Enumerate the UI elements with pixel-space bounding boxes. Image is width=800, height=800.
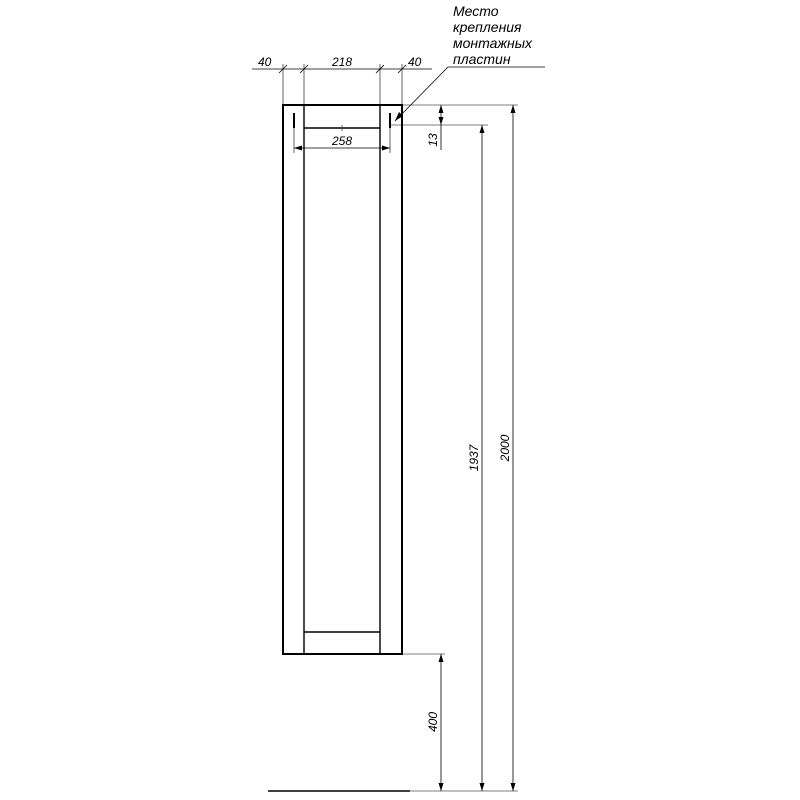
floor-clearance-label: 400 bbox=[426, 711, 440, 733]
top-offset-arrow-lower bbox=[439, 117, 444, 125]
total-height-arrow-top bbox=[511, 105, 516, 113]
mounting-span-label: 258 bbox=[331, 134, 353, 148]
total-height-label: 2000 bbox=[498, 434, 512, 462]
note-line-4: пластин bbox=[453, 51, 511, 67]
total-height-arrow-bottom bbox=[511, 783, 516, 791]
top-width-dimension bbox=[252, 55, 432, 105]
mounting-height-arrow-top bbox=[480, 125, 485, 133]
mounting-height-label: 1937 bbox=[467, 444, 481, 472]
cabinet-outline bbox=[283, 105, 402, 654]
note-line-1: Место bbox=[453, 3, 499, 19]
note-line-2: крепления bbox=[453, 19, 522, 35]
top-offset-arrow-upper bbox=[439, 105, 444, 113]
floor-clearance-arrow-bottom bbox=[439, 783, 444, 791]
vertical-dimensions bbox=[268, 105, 518, 791]
top-offset-label: 13 bbox=[426, 133, 440, 147]
mounting-arrow-left bbox=[294, 146, 302, 151]
note-line-3: монтажных bbox=[453, 35, 533, 51]
floor-clearance-arrow-top bbox=[439, 654, 444, 662]
left-frame-label: 40 bbox=[258, 55, 272, 69]
mounting-height-arrow-bottom bbox=[480, 783, 485, 791]
right-frame-label: 40 bbox=[408, 55, 422, 69]
inner-width-label: 218 bbox=[331, 55, 353, 69]
cabinet-body bbox=[283, 105, 402, 654]
mounting-span-dimension bbox=[294, 128, 390, 153]
mounting-arrow-right bbox=[382, 146, 390, 151]
